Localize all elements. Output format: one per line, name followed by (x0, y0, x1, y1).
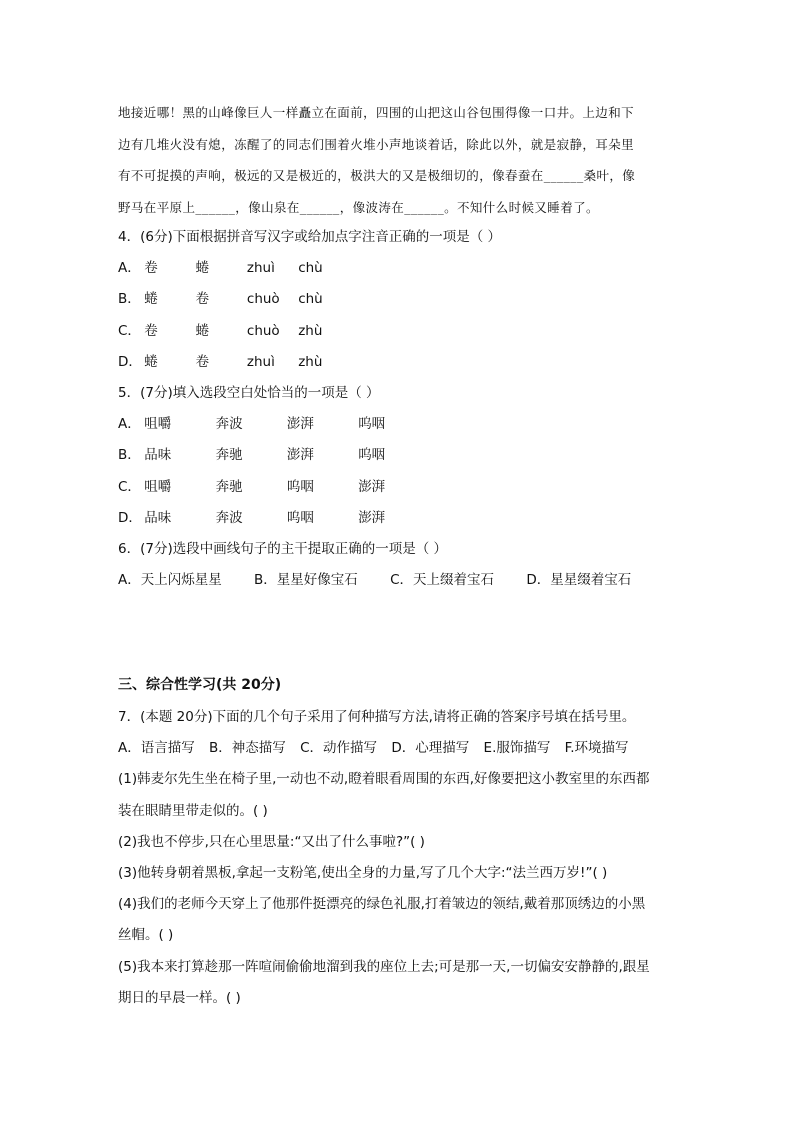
question-stem: 6．(7分)选段中画线句子的主干提取正确的一项是（ ） (118, 541, 448, 557)
method-option: D．心理描写 (391, 740, 470, 757)
option-a[interactable]: A． 咀嚼 奔波 澎湃 呜咽 (118, 416, 386, 433)
sentence-line: (5)我本来打算趁那一阵喧闹偷偷地溜到我的座位上去;可是那一天,一切偏安安静静的,跟星 (118, 958, 650, 975)
sentence-line[interactable]: (3)他转身朝着黑板,拿起一支粉笔,使出全身的力量,写了几个大字:“法兰西万岁!”( ) (118, 865, 608, 882)
option-row (118, 565, 659, 596)
option-b[interactable]: B．星星好像宝石 (254, 572, 358, 589)
question-stem: 5．(7分)填入选段空白处恰当的一项是（ ） (118, 385, 380, 401)
sentence-line[interactable]: 丝帽。( ) (118, 927, 174, 944)
option-c[interactable]: C． 卷 蜷 chuò zhù (118, 322, 323, 339)
question-7 (118, 702, 650, 1014)
sentence-line[interactable]: 装在眼睛里带走似的。( ) (118, 802, 268, 819)
sentence-line: (4)我们的老师今天穿上了他那件挺漂亮的绿色礼服,打着皱边的领结,戴着那顶绣边的小黑 (118, 896, 646, 913)
section-title: 三、综合性学习(共 20分) (118, 677, 282, 693)
question-stem: 4．(6分)下面根据拼音写汉字或给加点字注音正确的一项是（ ） (118, 229, 502, 245)
method-options (118, 733, 650, 764)
sentence-line: (1)韩麦尔先生坐在椅子里,一动也不动,瞪着眼看周围的东西,好像要把这小教室里的东西都 (118, 771, 650, 788)
method-option: A．语言描写 (118, 740, 195, 757)
passage-line: 地接近哪！黑的山峰像巨人一样矗立在面前，四围的山把这山谷包围得像一口井。上边和下 (118, 105, 635, 120)
option-a[interactable]: A．天上闪烁星星 (118, 572, 222, 589)
sentence-line[interactable]: (2)我也不停步,只在心里思量:“又出了什么事啦?”( ) (118, 833, 425, 850)
method-option: B．神态描写 (209, 740, 286, 757)
sentence-line[interactable]: 期日的早晨一样。( ) (118, 989, 241, 1006)
method-option: F.环境描写 (564, 740, 629, 757)
option-b[interactable]: B． 品味 奔驰 澎湃 呜咽 (118, 447, 386, 464)
section-3 (118, 670, 281, 701)
passage-line: 有不可捉摸的声响，极远的又是极近的，极洪大的又是极细切的，像春蚕在______桑叶，像 (118, 168, 636, 183)
option-c[interactable]: C． 咀嚼 奔驰 呜咽 澎湃 (118, 478, 386, 495)
method-option: E.服饰描写 (483, 740, 551, 757)
reading-passage (118, 97, 635, 223)
passage-line: 野马在平原上______，像山泉在______，像波涛在______。不知什么时候又睡着了。 (118, 199, 599, 215)
option-a[interactable]: A． 卷 蜷 zhuì chù (118, 260, 323, 277)
question-5 (118, 378, 385, 534)
question-4 (118, 222, 501, 378)
option-b[interactable]: B． 蜷 卷 chuò chù (118, 291, 323, 308)
option-d[interactable]: D． 品味 奔波 呜咽 澎湃 (118, 509, 386, 526)
option-d[interactable]: D． 蜷 卷 zhuì zhù (118, 353, 323, 370)
question-stem: 7．(本题 20分)下面的几个句子采用了何种描写方法,请将正确的答案序号填在括号里。 (118, 709, 636, 725)
method-option: C．动作描写 (300, 740, 378, 757)
option-d[interactable]: D．星星缀着宝石 (526, 572, 632, 589)
passage-line: 边有几堆火没有熄，冻醒了的同志们围着火堆小声地谈着话，除此以外，就是寂静，耳朵里 (118, 136, 635, 152)
question-6 (118, 534, 659, 596)
option-c[interactable]: C．天上缀着宝石 (390, 572, 495, 589)
